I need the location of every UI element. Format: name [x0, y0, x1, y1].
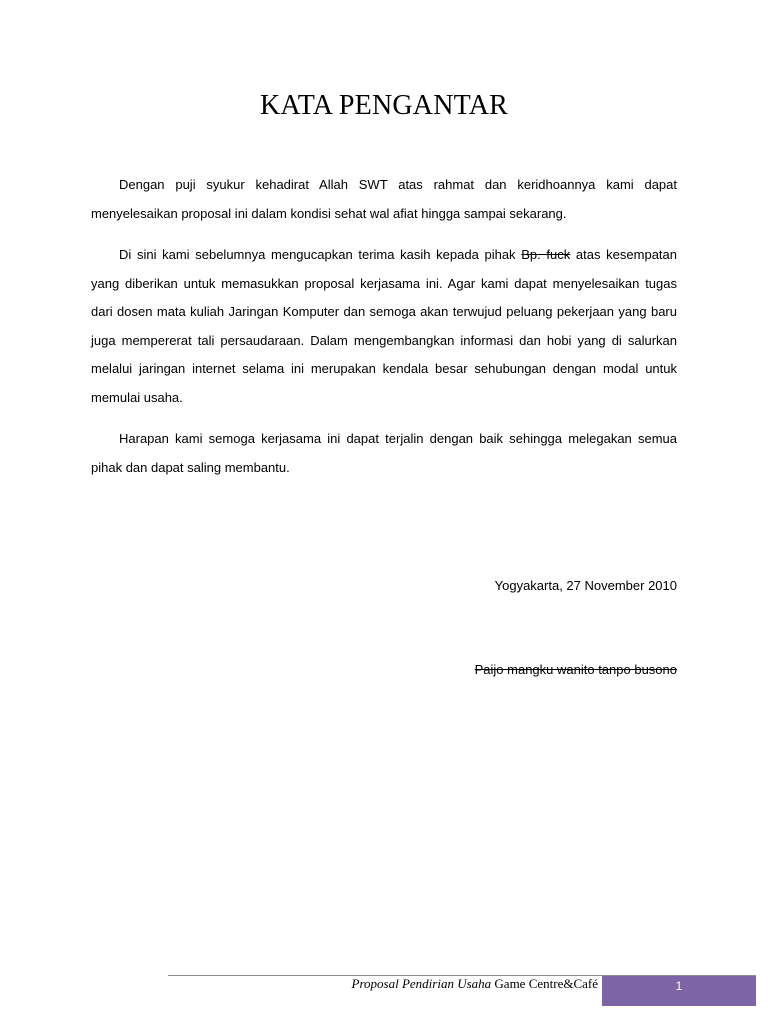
page-number-box	[602, 976, 756, 1006]
signature-name: Paijo mangku wanito tanpo busono	[474, 662, 677, 677]
place-date: Yogyakarta, 27 November 2010	[494, 578, 677, 593]
paragraph-1: Dengan puji syukur kehadirat Allah SWT atas rahmat dan keridhoannya kami dapat menyelesaikan proposal ini dalam kondisi sehat wal afiat hingga sampai sekarang.	[91, 177, 677, 221]
struck-name: Bp. fuck	[521, 247, 571, 262]
footer-title	[170, 976, 598, 992]
paragraph-2-text-after: atas kesempatan yang diberikan untuk memasukkan proposal kerjasama ini. Agar kami dapat menyelesaikan tugas dari dosen mata kuliah Jaringan Komputer dan semoga akan terwujud peluang pekerjaan yang baru juga mempererat tali persaudaraan. Dalam mengembangkan informasi dan hobi yang di salurkan melalui jaringan internet selama ini merupakan kendala besar sehubungan dengan modal untuk memulai usaha.	[91, 247, 677, 405]
body-text	[91, 171, 677, 495]
paragraph-3: Harapan kami semoga kerjasama ini dapat terjalin dengan baik sehingga melegakan semua pihak dan dapat saling membantu.	[91, 431, 677, 475]
footer-italic-text: Proposal Pendirian Usaha	[351, 976, 492, 991]
page-number: 1	[675, 979, 683, 993]
paragraph-2	[91, 241, 677, 412]
paragraph-2-text-before: Di sini kami sebelumnya mengucapkan terima kasih kepada pihak	[119, 247, 522, 262]
footer-plain-text: Game Centre&Café	[491, 976, 598, 991]
page-title: KATA PENGANTAR	[260, 90, 508, 121]
